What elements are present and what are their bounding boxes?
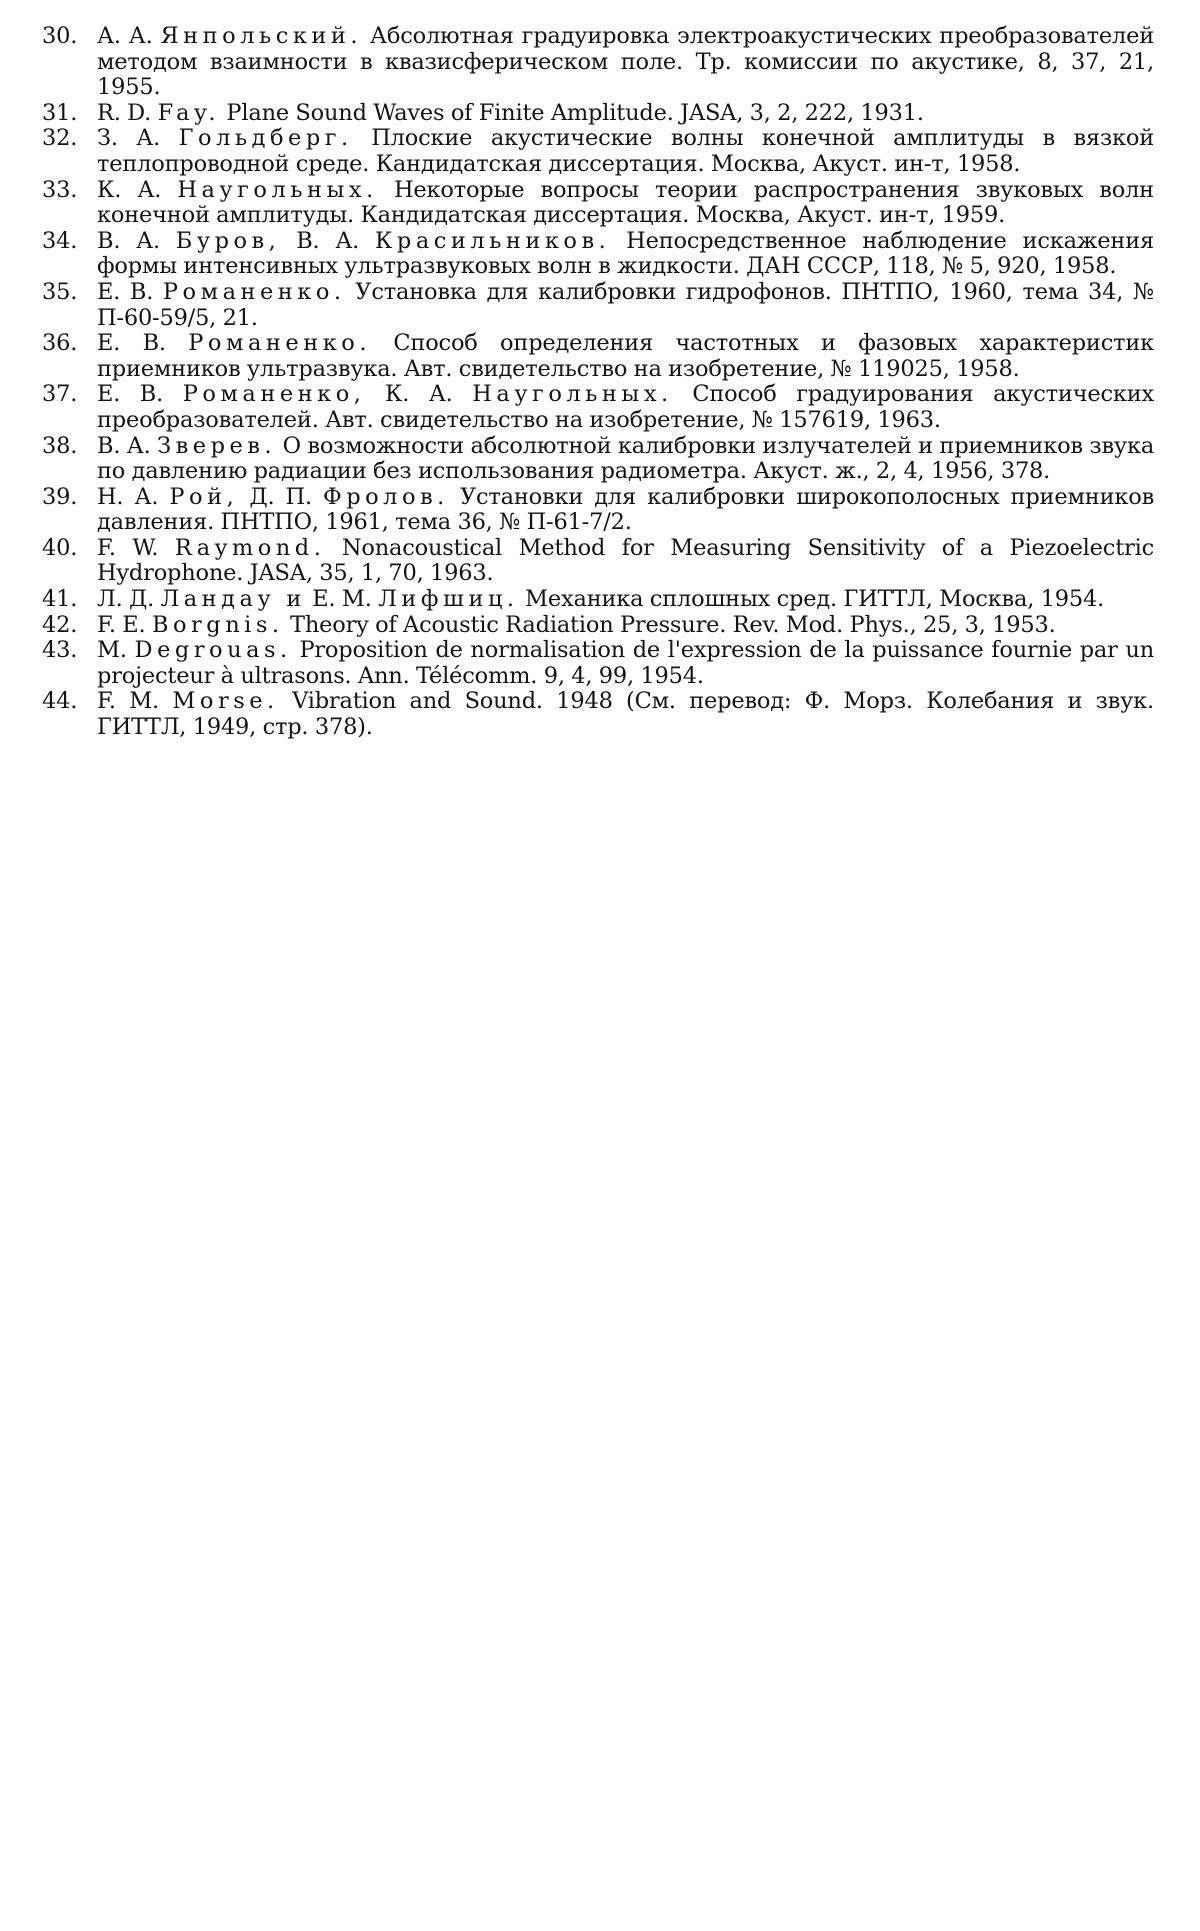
author-initials: Е. В. bbox=[97, 381, 164, 408]
reference-number: 37. bbox=[42, 381, 78, 408]
reference-item bbox=[42, 178, 1154, 229]
author-initials: Н. А. bbox=[97, 483, 159, 510]
coauthor-name: Наугольных. bbox=[472, 381, 673, 408]
reference-number: 41. bbox=[42, 586, 78, 613]
reference-text: Установка для калибровки гидрофонов. ПНТПО, 1960, тема 34, № П-60-59/5, 21. bbox=[97, 278, 1155, 331]
author-initials: M. bbox=[97, 637, 127, 664]
reference-item bbox=[42, 126, 1154, 177]
reference-item bbox=[42, 536, 1154, 587]
author-name: Романенко. bbox=[188, 330, 371, 357]
reference-text: О возможности абсолютной калибровки излучателей и приемников звука по давлению радиации без использования радиометра. Акуст. ж., 2, 4, 1956, 378. bbox=[97, 432, 1155, 485]
coauthor-name: Красильников. bbox=[375, 227, 611, 254]
reference-text: Абсолютная градуировка электроакустических преобразователей методом взаимности в квазисферическом поле. Тр. комиссии по акустике, 8, 37, 21, 1955. bbox=[97, 23, 1154, 101]
author-name: Буров, bbox=[175, 227, 281, 254]
reference-item bbox=[42, 587, 1154, 613]
reference-number: 42. bbox=[42, 611, 78, 638]
reference-text: Непосредственное наблюдение искажения формы интенсивных ультразвуковых волн в жидкости. ДАН СССР, 118, № 5, 920, 1958. bbox=[97, 227, 1154, 280]
reference-text: Plane Sound Waves of Finite Amplitude. JASA, 3, 2, 222, 1931. bbox=[226, 99, 924, 126]
author-name: Романенко, bbox=[182, 381, 366, 408]
reference-number: 44. bbox=[42, 688, 78, 715]
reference-text: Некоторые вопросы теории распространения звуковых волн конечной амплитуды. Кандидатская диссертация. Москва, Акуст. ин-т, 1959. bbox=[97, 176, 1154, 229]
reference-item bbox=[42, 382, 1154, 433]
reference-number: 35. bbox=[42, 278, 78, 305]
reference-number: 30. bbox=[42, 23, 78, 49]
reference-number: 33. bbox=[42, 176, 78, 203]
coauthor-initials: К. А. bbox=[385, 381, 453, 408]
reference-text: Плоские акустические волны конечной амплитуды в вязкой теплопроводной среде. Кандидатская диссертация. Москва, Акуст. ин-т, 1958. bbox=[97, 125, 1155, 177]
author-name: Fay. bbox=[157, 99, 220, 126]
author-name: Наугольных. bbox=[177, 176, 378, 203]
coauthor-name: Лифшиц. bbox=[378, 586, 519, 613]
reference-number: 32. bbox=[42, 125, 78, 152]
reference-number: 38. bbox=[42, 432, 78, 459]
reference-item bbox=[42, 434, 1154, 485]
reference-number: 31. bbox=[42, 99, 78, 126]
coauthor-name: Фролов. bbox=[323, 483, 449, 510]
author-initials: F. E. bbox=[97, 611, 146, 638]
reference-text: Установки для калибровки широкополосных приемников давления. ПНТПО, 1961, тема 36, № П-61-7/2. bbox=[97, 483, 1155, 536]
reference-item bbox=[42, 101, 1154, 127]
reference-item bbox=[42, 613, 1154, 639]
author-name: Зверев. bbox=[157, 432, 277, 459]
author-name: Morse. bbox=[172, 688, 279, 715]
reference-text: Nonacoustical Method for Measuring Sensitivity of a Piezoelectric Hydrophone. JASA, 35, 1, 70, 1963. bbox=[97, 534, 1154, 587]
author-name: Borgnis. bbox=[151, 611, 284, 638]
author-initials: F. M. bbox=[97, 688, 159, 715]
author-initials: В. А. bbox=[97, 432, 151, 459]
author-name: Гольдберг. bbox=[178, 125, 353, 152]
reference-item bbox=[42, 24, 1154, 101]
author-name: Ландау и bbox=[160, 586, 306, 613]
reference-text: Способ определения частотных и фазовых характеристик приемников ультразвука. Авт. свидетельство на изобретение, № 119025, 1958. bbox=[97, 330, 1155, 382]
author-initials: З. А. bbox=[97, 125, 161, 152]
coauthor-initials: В. А. bbox=[296, 227, 360, 254]
reference-number: 36. bbox=[42, 330, 78, 357]
reference-text: Theory of Acoustic Radiation Pressure. Rev. Mod. Phys., 25, 3, 1953. bbox=[290, 611, 1056, 638]
author-name: Raymond. bbox=[174, 534, 326, 561]
reference-text: Способ градуирования акустических преобразователей. Авт. свидетельство на изобретение, № 157619, 1963. bbox=[97, 381, 1155, 433]
reference-item bbox=[42, 689, 1154, 740]
author-name: Degrouas. bbox=[134, 637, 292, 664]
reference-item bbox=[42, 485, 1154, 536]
author-initials: В. А. bbox=[97, 227, 160, 254]
reference-list bbox=[42, 24, 1154, 741]
reference-number: 40. bbox=[42, 534, 78, 561]
reference-item bbox=[42, 280, 1154, 331]
author-initials: R. D. bbox=[97, 99, 152, 126]
reference-item bbox=[42, 638, 1154, 689]
reference-text: Proposition de normalisation de l'expression de la puissance fournie par un projecteur à ultrasons. Ann. Télécomm. 9, 4, 99, 1954. bbox=[97, 637, 1154, 689]
author-initials: Е. В. bbox=[97, 330, 166, 357]
reference-number: 34. bbox=[42, 227, 78, 254]
author-initials: К. А. bbox=[97, 176, 162, 203]
coauthor-initials: Е. М. bbox=[312, 586, 372, 613]
reference-text: Механика сплошных сред. ГИТТЛ, Москва, 1954. bbox=[525, 586, 1105, 613]
reference-number: 39. bbox=[42, 483, 78, 510]
reference-text: Vibration and Sound. 1948 (См. перевод: Ф. Морз. Колебания и звук. ГИТТЛ, 1949, стр. 378). bbox=[97, 688, 1154, 741]
author-initials: А. А. bbox=[97, 23, 153, 49]
author-initials: Л. Д. bbox=[97, 586, 155, 613]
reference-number: 43. bbox=[42, 637, 78, 664]
coauthor-initials: Д. П. bbox=[249, 483, 312, 510]
author-name: Рой, bbox=[169, 483, 239, 510]
author-initials: F. W. bbox=[97, 534, 159, 561]
author-name: Романенко. bbox=[162, 278, 346, 305]
reference-item bbox=[42, 229, 1154, 280]
author-initials: Е. В. bbox=[97, 278, 154, 305]
reference-item bbox=[42, 331, 1154, 382]
author-name: Янпольский. bbox=[160, 23, 363, 49]
